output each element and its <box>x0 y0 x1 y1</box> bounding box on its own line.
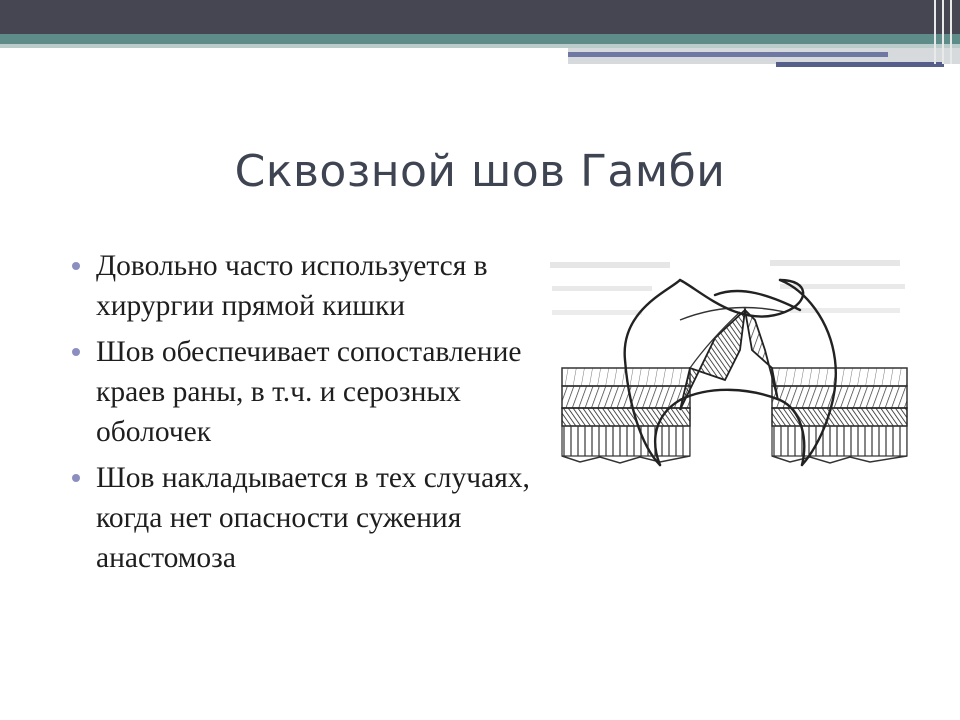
header-band-blue-upper <box>568 52 888 57</box>
bullet-item <box>70 246 550 326</box>
header-band-blue-lower <box>776 62 944 67</box>
bullet-item <box>70 458 550 578</box>
bullet-list <box>70 246 550 584</box>
header-vertical-lines <box>930 0 960 64</box>
header-band-dark <box>0 0 960 34</box>
faint-background-marks <box>550 260 905 315</box>
suture-illustration <box>540 250 920 480</box>
bullet-dot <box>72 348 80 356</box>
bullet-item <box>70 332 550 452</box>
bullet-text: Шов накладывается в тех случаях, когда нет опасности сужения анастомоза <box>96 462 530 574</box>
header-band-teal <box>0 34 960 44</box>
bullet-text: Довольно часто используется в хирургии прямой кишки <box>96 250 488 322</box>
slide-title: Сквозной шов Гамби <box>234 146 726 197</box>
bullet-dot <box>72 262 80 270</box>
bullet-dot <box>72 474 80 482</box>
left-tissue-layers <box>562 368 690 463</box>
right-tissue-layers <box>772 368 907 463</box>
bullet-text: Шов обеспечивает сопоставление краев раны, в т.ч. и серозных оболочек <box>96 336 522 448</box>
